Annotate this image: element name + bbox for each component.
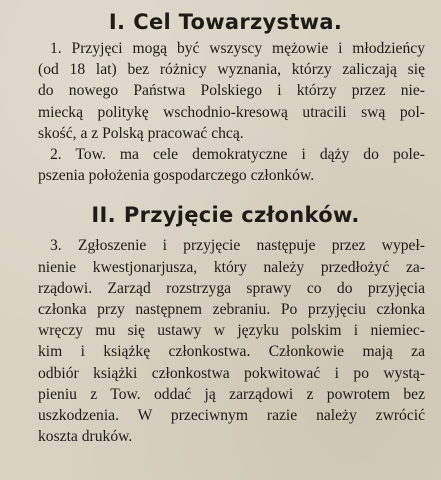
text-line: członka przy następnem zebraniu. Po przyjęciu członka	[38, 301, 425, 319]
section-number: II.	[91, 203, 116, 228]
paragraph-3	[26, 235, 425, 447]
text-line: rządowi. Zarząd rozstrzyga sprawy co do przyjęcia	[38, 279, 425, 297]
paragraph-1	[26, 38, 425, 144]
text-line: kim i książkę członkostwa. Członkowie mają za	[38, 343, 425, 361]
text-line: skość, a z Polską pracować chcą.	[38, 124, 244, 142]
paragraph-2	[26, 144, 425, 186]
section-heading-cel-towarzystwa	[26, 8, 425, 38]
text-line: koszta druków.	[38, 428, 133, 446]
section-title: Przyjęcie członków.	[123, 203, 360, 228]
text-line: wręczy mu się ustawy w języku polskim i niemiec-	[38, 322, 425, 340]
text-line: nienie kwestjonarjusza, który należy przedłożyć za-	[38, 258, 425, 276]
section-number: I.	[108, 10, 126, 34]
text-line: pieniu z Tow. oddać ją zarządowi z powrotem bez	[38, 385, 425, 403]
text-line: uszkodzenia. W przeciwnym razie należy zwrócić	[38, 407, 425, 425]
text-line: pszenia położenia gospodarczego członków.	[38, 167, 315, 185]
text-line: 1. Przyjęci mogą być wszyscy mężowie i młodzieńcy	[50, 40, 425, 57]
text-line: (od 18 lat) bez różnicy wyznania, którzy zaliczają się	[38, 61, 425, 79]
text-line: 2. Tow. ma cele demokratyczne i dąży do pole-	[50, 146, 425, 164]
text-line: do nowego Państwa Polskiego i którzy przez nie-	[38, 82, 425, 100]
section-heading-przyjecie-czlonkow	[26, 201, 425, 231]
text-line: odbiór książki członkostwa pokwitować i po wystą-	[38, 364, 425, 382]
text-line: miecką politykę wschodnio-kresową utracili swą pol-	[38, 103, 425, 121]
section-title: Cel Towarzystwa.	[133, 10, 343, 34]
text-line: 3. Zgłoszenie i przyjęcie następuje przez wypeł-	[50, 237, 425, 255]
